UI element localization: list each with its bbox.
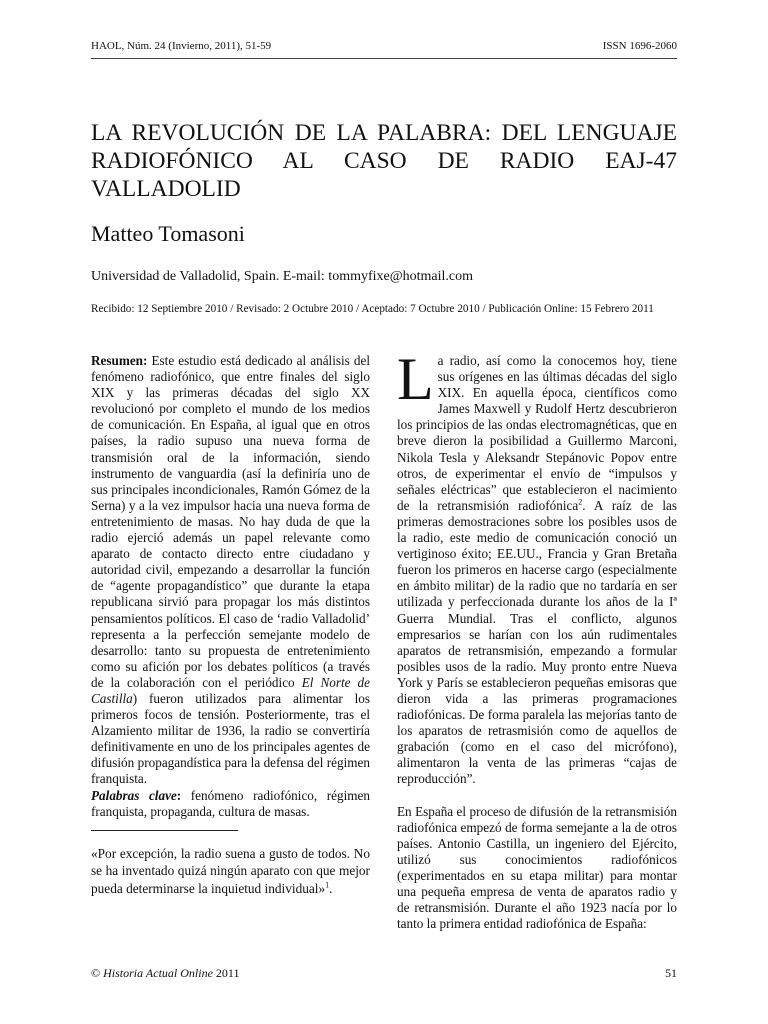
- keywords-label: Palabras clave: [91, 787, 177, 803]
- abstract-text-2: ) fueron utilizados para alimentar los primeros focos de tensión. Posteriormente, tras el Alzamiento militar de 1936, la radio se convertiría definitivamente en uno de los principales agentes de difusión propagandística para la defensa del régimen franquista.: [91, 690, 370, 787]
- abstract: [91, 353, 370, 788]
- paper-title: [91, 119, 677, 203]
- header-rule: [91, 58, 677, 59]
- footnote-ref-1[interactable]: 1: [325, 880, 330, 890]
- footer-copyright: © Historia Actual Online 2011: [91, 966, 240, 980]
- abstract-text-1: Este estudio está dedicado al análisis del fenómeno radiofónico, que entre finales del siglo XIX y las primeras décadas del siglo XX revolucionó por completo el mundo de los medios de comunicación. En España, al igual que en otros países, la radio supuso una nueva forma de transmisión oral de la información, siendo instrumento de vanguardia (así la definiría uno de sus principales incondicionales, Ramón Gómez de la Serna) y a la vez impulsor hacia una nueva forma de entretenimiento de masas. No hay duda de que la radio ejerció además un papel relevante como aparato de contacto directo entre ciudadano y autoridad civil, empezando a desarrollar la función de “agente propagandístico” que durante la etapa republicana sirvió para propagar los más distintos pensamientos políticos. El caso de ‘radio Valladolid’ representa a la perfección semejante modelo de desarrollo: tanto su propuesta de entretenimiento como su afición por los debates políticos (a través de la colaboración con el periódico: [91, 353, 370, 690]
- footnote-ref-2[interactable]: 2: [578, 497, 583, 507]
- footer-source: Historia Actual Online: [103, 966, 213, 980]
- separator-rule: [91, 830, 238, 831]
- journal-citation: HAOL, Núm. 24 (Invierno, 2011), 51-59: [91, 40, 272, 52]
- drop-cap: L: [397, 346, 434, 412]
- left-column: [91, 353, 370, 897]
- body-paragraph-2: En España el proceso de difusión de la retransmisión radiofónica empezó de forma semejante a la de otros países. Antonio Castilla, un ingeniero del Ejército, utilizó sus conocimientos radiofónicos (experimentados en su etapa militar) para montar una pequeña empresa de venta de aparatos radio y de retransmisión. Durante el año 1923 nacía por lo tanto la primera entidad radiofónica de España:: [397, 803, 677, 932]
- newspaper-name: El Norte de Castilla: [91, 674, 370, 706]
- keywords: [91, 788, 370, 820]
- title-line-1: LA REVOLUCIÓN DE LA PALABRA: DEL LENGUAJE: [91, 120, 677, 146]
- right-column: [397, 346, 677, 932]
- keywords-text: fenómeno radiofónico, régimen franquista, propaganda, cultura de masas.: [91, 787, 370, 819]
- abstract-label: Resumen:: [91, 353, 148, 368]
- page-number: 51: [665, 966, 677, 980]
- epigraph-quote: «Por excepción, la radio suena a gusto de todos. No se ha inventado quizá ningún aparato con que mejor pueda determinarse la inquietud individual»$^1$.: [91, 845, 370, 896]
- running-header: [91, 40, 677, 52]
- keywords-colon: :: [176, 787, 182, 803]
- page-footer: [91, 966, 677, 981]
- title-line-3: VALLADOLID: [91, 176, 241, 202]
- body-paragraph-1: La radio, así como la conocemos hoy, tiene sus orígenes en las últimas décadas del siglo XIX. En aquella época, científicos como James Maxwell y Rudolf Hertz descubrieron los principios de las ondas electromagnéticas, que en breve dieron la posibilidad a Guillermo Marconi, Nikola Tesla y Aleksandr Stepánovic Popov entre otros, de experimentar el envío de “impulsos y señales eléctricas” que establecieron el nacimiento de la retransmisión radiofónica$^2$. A raíz de las primeras demostraciones sobre los posibles usos de la radio, este medio de comunicación conoció un vertiginoso éxito; EE.UU., Francia y Gran Bretaña fueron los primeros en hacerse cargo (especialmente en ámbito militar) de la radio que no tardaría en ser utilizada y perfeccionada durante los años de la Iª Guerra Mundial. Tras el conflicto, algunos empresarios se harían con los aún rudimentales aparatos de retransmisión, empezando a formular posibles usos de la radio. Muy pronto entre Nueva York y París se establecieron pequeñas emisoras que dieron vida a las primeras programaciones radiofónicas. De forma paralela las mejorías tanto de los aparatos de retrasmisión como de aquellos de grabación (como en el caso del micrófono), alimentaron la venta de las primeras “cajas de reproducción”.: [397, 346, 677, 787]
- affiliation: Universidad de Valladolid, Spain. E-mail: tommyfixe@hotmail.com: [91, 269, 474, 284]
- issn: ISSN 1696-2060: [602, 40, 677, 52]
- title-line-2: RADIOFÓNICO AL CASO DE RADIO EAJ-47: [91, 148, 677, 174]
- submission-dates: Recibido: 12 Septiembre 2010 / Revisado: 2 Octubre 2010 / Aceptado: 7 Octubre 2010 / Publicación Online: 15 Febrero 2011: [91, 303, 654, 315]
- author-name: Matteo Tomasoni: [91, 221, 245, 246]
